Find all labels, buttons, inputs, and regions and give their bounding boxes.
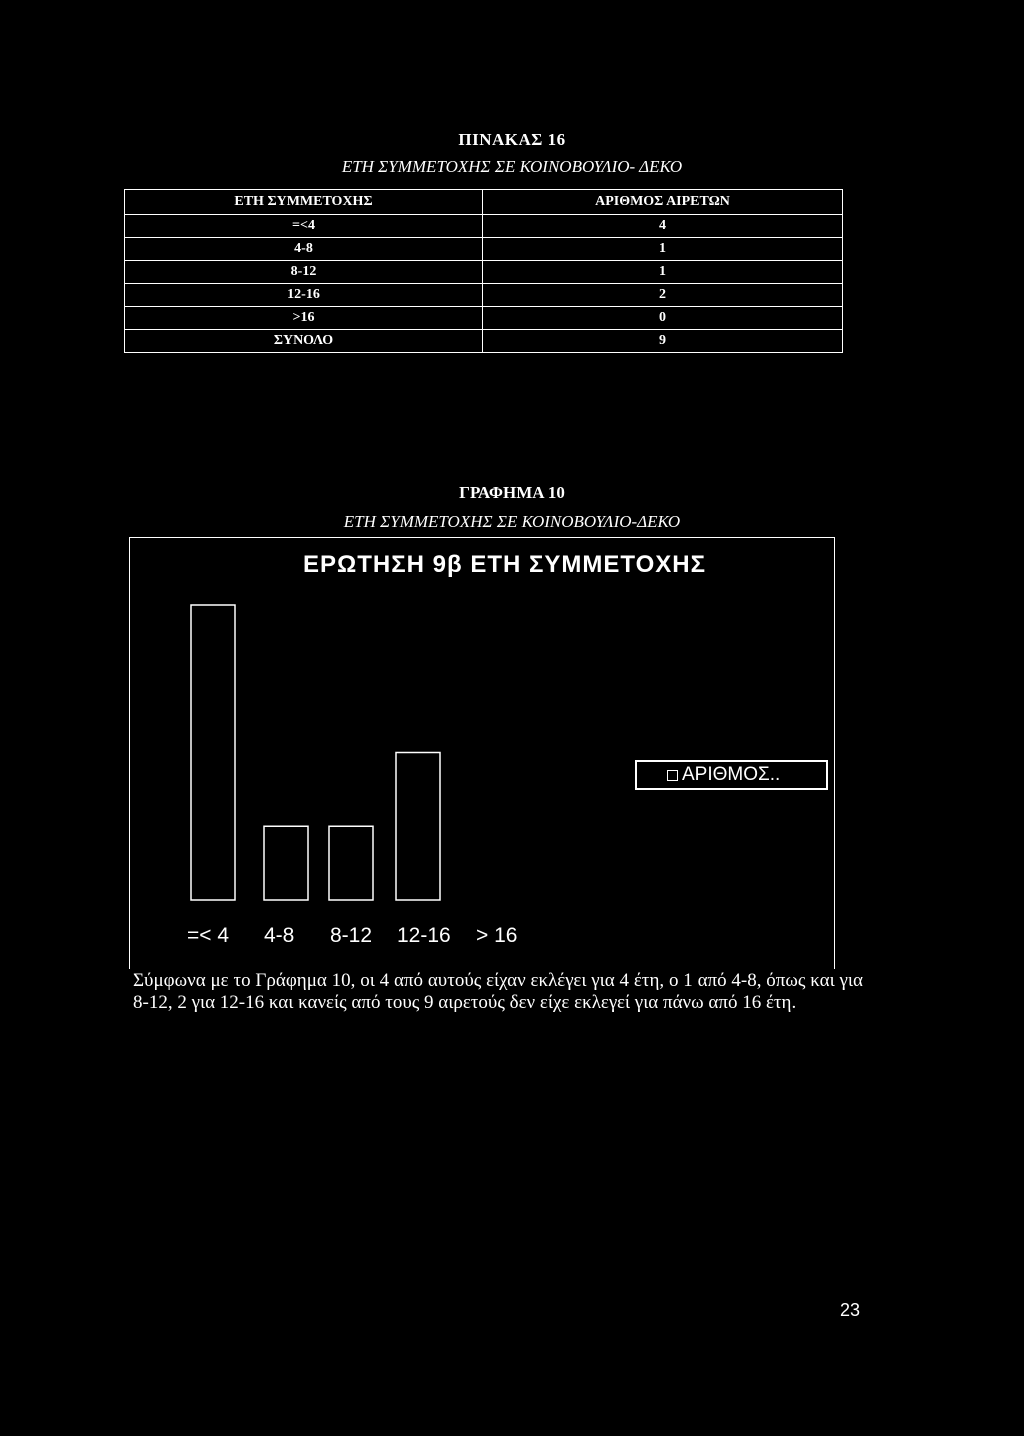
- x-tick-label: 4-8: [264, 924, 295, 947]
- cell-count: 1: [483, 238, 843, 261]
- cell-years: 4-8: [125, 238, 483, 261]
- bar: [329, 826, 373, 900]
- cell-years: >16: [125, 307, 483, 330]
- cell-years: =<4: [125, 215, 483, 238]
- bar: [264, 826, 308, 900]
- cell-years: 8-12: [125, 261, 483, 284]
- chart-title: ΕΡΩΤΗΣΗ 9β ΕΤΗ ΣΥΜΜΕΤΟΧΗΣ: [303, 551, 707, 578]
- x-tick-label: 8-12: [330, 924, 373, 947]
- cell-count: 1: [483, 261, 843, 284]
- figure-title: ΓΡΑΦΗΜΑ 10: [459, 483, 565, 502]
- figure-subtitle: ΕΤΗ ΣΥΜΜΕΤΟΧΗΣ ΣΕ ΚΟΙΝΟΒΟΥΛΙΟ-ΔΕΚΟ: [343, 512, 681, 531]
- cell-count: 0: [483, 307, 843, 330]
- header-count: ΑΡΙΘΜΟΣ ΑΙΡΕΤΩΝ: [483, 190, 843, 215]
- x-tick-label: > 16: [476, 924, 518, 947]
- body-paragraph: Σύμφωνα με το Γράφημα 10, οι 4 από αυτούς είχαν εκλέγει για 4 έτη, ο 1 από 4-8, όπως και για 8-12, 2 για 12-16 και κανείς από τους 9 αιρετούς δεν είχε εκλεγεί για πάνω από 16 έτη.: [133, 970, 863, 1013]
- legend-swatch-icon: [667, 770, 678, 781]
- bar: [191, 605, 235, 900]
- x-tick-label: 12-16: [397, 924, 451, 947]
- cell-count: 4: [483, 215, 843, 238]
- legend-label: ΑΡΙΘΜΟΣ..: [682, 764, 781, 785]
- legend: [635, 760, 828, 790]
- cell-count: 2: [483, 284, 843, 307]
- page-number: 23: [840, 1300, 861, 1320]
- x-tick-label: =< 4: [187, 924, 230, 947]
- cell-total-label: ΣΥΝΟΛΟ: [125, 330, 483, 353]
- cell-total-value: 9: [483, 330, 843, 353]
- table-subtitle: ΕΤΗ ΣΥΜΜΕΤΟΧΗΣ ΣΕ ΚΟΙΝΟΒΟΥΛΙΟ- ΔΕΚΟ: [341, 157, 683, 176]
- bar: [396, 753, 440, 901]
- table-title: ΠΙΝΑΚΑΣ 16: [458, 130, 566, 149]
- cell-years: 12-16: [125, 284, 483, 307]
- header-years: ΕΤΗ ΣΥΜΜΕΤΟΧΗΣ: [125, 190, 483, 215]
